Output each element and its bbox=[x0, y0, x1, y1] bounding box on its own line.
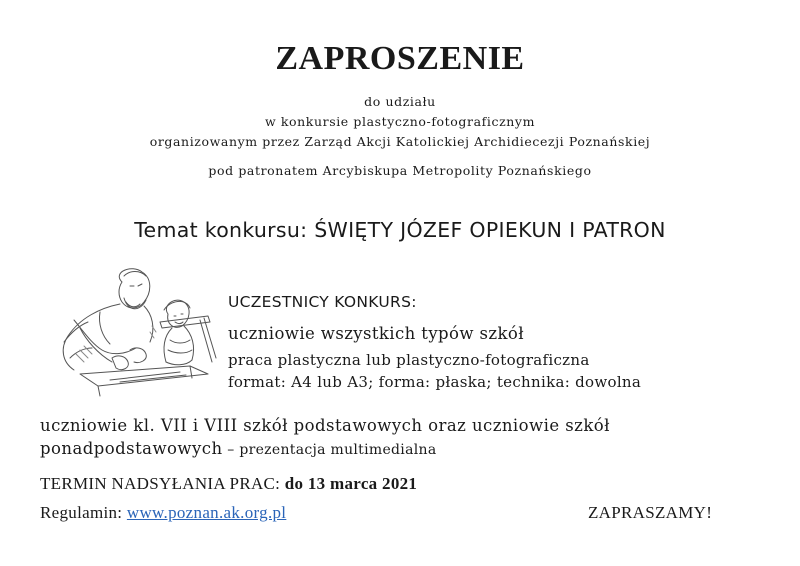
group2-school-type: ponadpodstawowych bbox=[40, 439, 223, 458]
document-title: ZAPROSZENIE bbox=[275, 40, 525, 77]
group2-line-1: uczniowie kl. VII i VIII szkół podstawowych oraz uczniowie szkół bbox=[40, 416, 610, 435]
participants-heading: UCZESTNICY KONKURS: bbox=[228, 293, 417, 311]
topic-value: ŚWIĘTY JÓZEF OPIEKUN I PATRON bbox=[314, 218, 666, 242]
participant-group-1: uczniowie wszystkich typów szkół bbox=[228, 324, 524, 343]
deadline-label: TERMIN NADSYŁANIA PRAC: bbox=[40, 474, 281, 493]
group1-requirement-format: format: A4 lub A3; forma: płaska; technika: dowolna bbox=[228, 373, 642, 391]
intro-line-1: do udziału bbox=[364, 94, 436, 109]
closing-invitation: ZAPRASZAMY! bbox=[588, 503, 713, 522]
topic-label: Temat konkursu: bbox=[134, 218, 308, 242]
regulations-link[interactable]: www.poznan.ak.org.pl bbox=[126, 503, 287, 522]
group2-requirement: – prezentacja multimedialna bbox=[222, 442, 437, 458]
intro-line-3: organizowanym przez Zarząd Akcji Katolickiej Archidiecezji Poznańskiej bbox=[149, 134, 651, 149]
patronage-line: pod patronatem Arcybiskupa Metropolity Poznańskiego bbox=[208, 163, 592, 178]
participant-group-2 bbox=[40, 414, 760, 462]
group1-requirement-type: praca plastyczna lub plastyczno-fotograficzna bbox=[228, 351, 590, 369]
contest-topic bbox=[0, 218, 800, 242]
deadline-date: do 13 marca 2021 bbox=[284, 474, 418, 493]
submission-deadline bbox=[40, 474, 417, 494]
regulations-label: Regulamin: bbox=[40, 503, 123, 522]
st-joseph-illustration bbox=[40, 262, 220, 402]
group2-line-2 bbox=[40, 437, 760, 462]
regulations bbox=[40, 503, 286, 523]
intro-line-2: w konkursie plastyczno-fotograficznym bbox=[264, 114, 536, 129]
